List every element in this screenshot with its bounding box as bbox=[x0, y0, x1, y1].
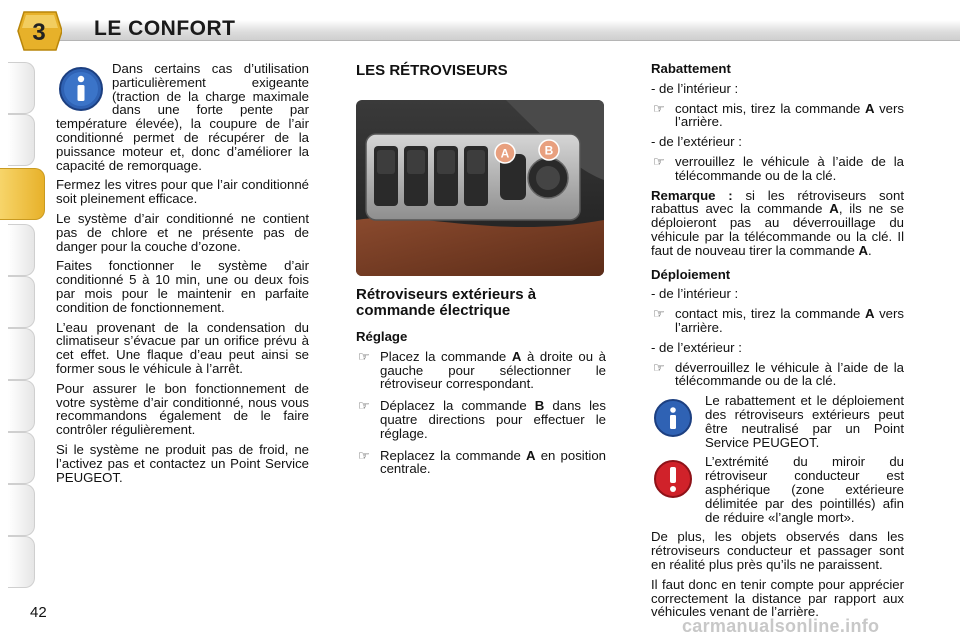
hand-pointer-icon: ☞ bbox=[358, 348, 370, 364]
mirror-control-photo bbox=[356, 100, 604, 276]
hand-pointer-icon: ☞ bbox=[653, 359, 665, 375]
paragraph: Le système d’air conditionné ne contient pas de chlore et ne présente pas de danger pour la couche d’ozone. bbox=[56, 210, 309, 254]
chapter-tab bbox=[8, 432, 35, 484]
chapter-tab bbox=[8, 536, 35, 588]
rabattement-interior-label: - de l’intérieur : bbox=[651, 80, 739, 96]
chapter-tabs bbox=[0, 62, 46, 582]
remarque-paragraph: Remarque : si les rétroviseurs sont rabattus avec la commande A, ils ne se déploieront pas au déverrouillage du véhicule par la télécommande ou la clé. Il faut de nouveau tirer la commande A. bbox=[651, 187, 904, 258]
chapter-tab bbox=[8, 380, 35, 432]
paragraph: Faites fonctionner le système d’air conditionné 5 à 10 min, une ou deux fois par mois pour le maintenir en parfaite condition de fonctionnement. bbox=[56, 258, 309, 315]
deploiement-title: Déploiement bbox=[651, 266, 731, 282]
chapter-number: 3 bbox=[32, 19, 46, 46]
warning-note bbox=[651, 455, 904, 524]
rabattement-exterior-step: ☞ verrouillez le véhicule à l’aide de la télécommande ou de la clé. bbox=[653, 153, 904, 183]
page-title: LE CONFORT bbox=[94, 17, 236, 40]
info-note bbox=[651, 394, 904, 449]
callout-label-b: B bbox=[544, 143, 554, 158]
rabattement-interior-step: ☞ contact mis, tirez la commande A vers l’arrière. bbox=[653, 100, 904, 130]
reglage-title: Réglage bbox=[356, 329, 408, 344]
door-panel-illustration bbox=[356, 100, 604, 276]
page-number: 42 bbox=[30, 604, 47, 621]
chapter-badge-icon bbox=[16, 10, 62, 52]
paragraph: Dans certains cas d’utilisation particulièrement exigeante (traction de la charge maximale dans une forte pente par température élevée), la coupure de l’air conditionné permet de récupérer de la puissance moteur et, donc d’améliorer la capacité de remorquage. bbox=[56, 61, 309, 173]
warning-icon bbox=[653, 459, 693, 499]
callout-label-a: A bbox=[500, 146, 510, 161]
reglage-step-1: ☞ Placez la commande A à droite ou à gauche pour sélectionner le rétroviseur correspondant. bbox=[358, 348, 607, 392]
chapter-tab bbox=[8, 224, 35, 276]
chapter-tab bbox=[8, 114, 35, 166]
info-icon bbox=[56, 64, 106, 114]
chapter-tab bbox=[8, 484, 35, 536]
chapter-tab bbox=[8, 276, 35, 328]
reglage-step-3: ☞ Replacez la commande A en position centrale. bbox=[358, 447, 606, 477]
paragraph: De plus, les objets observés dans les rétroviseurs conducteur et passager sont en réalité plus près qu’ils ne paraissent. bbox=[651, 529, 904, 572]
warning-note-text: L’extrémité du miroir du rétroviseur conducteur est asphérique (zone extérieure délimitée par des pointillés) afin de réduire «l’angle mort». bbox=[705, 454, 904, 525]
reglage-step-2: ☞ Déplacez la commande B dans les quatre directions pour effectuer le réglage. bbox=[358, 398, 606, 441]
paragraph: Il faut donc en tenir compte pour apprécier correctement la distance par rapport aux véhicules venant de l’arrière. bbox=[651, 576, 904, 620]
rabattement-exterior-label: - de l’extérieur : bbox=[651, 134, 742, 150]
air-conditioning-column bbox=[56, 62, 309, 490]
paragraph: Si le système ne produit pas de froid, ne l’activez pas et contactez un Point Service PEUGEOT. bbox=[56, 441, 309, 485]
folding-column bbox=[651, 62, 904, 625]
page-header bbox=[0, 0, 960, 60]
chapter-tab bbox=[8, 62, 35, 114]
chapter-tab-active bbox=[0, 168, 45, 220]
hand-pointer-icon: ☞ bbox=[358, 447, 370, 463]
paragraph: Fermez les vitres pour que l’air conditionné soit pleinement efficace. bbox=[56, 177, 309, 207]
paragraph: L’eau provenant de la condensation du climatiseur s’évacue par un orifice prévu à cet effet. Une flaque d’eau peut ainsi se former sous le véhicule à l’arrêt. bbox=[56, 319, 309, 376]
info-icon bbox=[653, 398, 693, 438]
deploiement-interior-step: ☞ contact mis, tirez la commande A vers l’arrière. bbox=[653, 306, 904, 335]
subsection-title: Rétroviseurs extérieurs à commande électrique bbox=[356, 286, 537, 319]
deploiement-exterior-step: ☞ déverrouillez le véhicule à l’aide de la télécommande ou de la clé. bbox=[653, 359, 904, 389]
hand-pointer-icon: ☞ bbox=[358, 398, 370, 414]
reglage-block bbox=[356, 330, 606, 480]
section-title: LES RÉTROVISEURS bbox=[356, 62, 508, 79]
watermark: carmanualsonline.info bbox=[682, 616, 880, 636]
deploiement-exterior-label: - de l’extérieur : bbox=[651, 339, 742, 355]
deploiement-interior-label: - de l’intérieur : bbox=[651, 286, 739, 302]
info-note-text: Le rabattement et le déploiement des rétroviseurs extérieurs peut être neutralisé par un Point Service PEUGEOT. bbox=[705, 393, 904, 450]
hand-pointer-icon: ☞ bbox=[653, 306, 665, 322]
mirrors-column bbox=[356, 62, 606, 79]
chapter-tab bbox=[8, 328, 35, 380]
hand-pointer-icon: ☞ bbox=[653, 153, 665, 169]
hand-pointer-icon: ☞ bbox=[653, 100, 665, 116]
paragraph: Pour assurer le bon fonctionnement de votre système d’air conditionné, nous vous recommandons également de le faire contrôler régulièrement. bbox=[56, 380, 309, 438]
rabattement-title: Rabattement bbox=[651, 61, 731, 76]
